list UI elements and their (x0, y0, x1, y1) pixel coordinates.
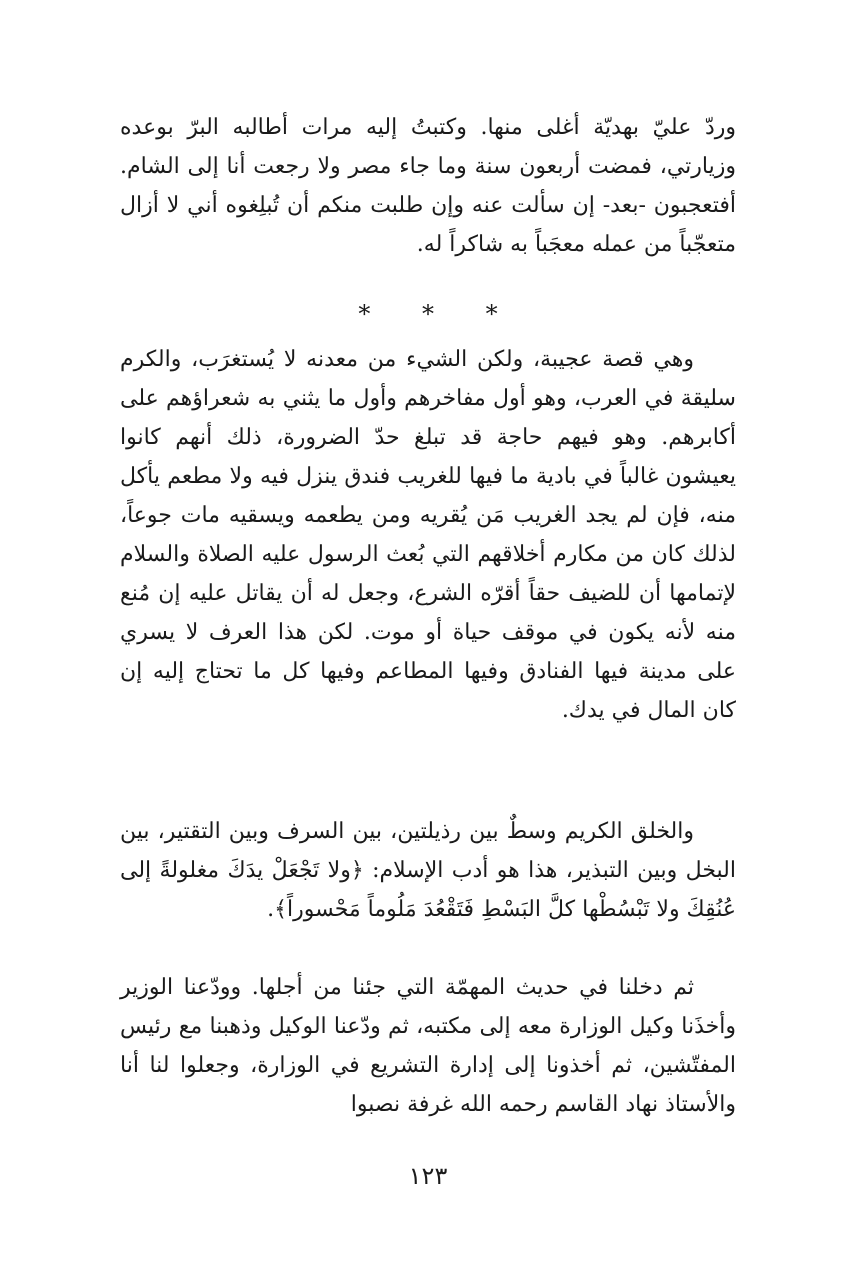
page-number: ١٢٣ (408, 1162, 448, 1190)
text-block-opening (120, 108, 736, 264)
section-separator: * * * (358, 300, 520, 328)
text-block-ministry (120, 968, 736, 1124)
paragraph-ministry-visit: ثم دخلنا في حديث المهمّة التي جئنا من أجلها. وودّعنا الوزير وأخذَنا وكيل الوزارة معه إلى مكتبه، ثم ودّعنا الوكيل وذهبنا مع رئيس المفتّشين، ثم أخذونا إلى إدارة التشريع في الوزارة، وجعلوا لنا أنا والأستاذ نهاد القاسم رحمه الله غرفة نصبوا (120, 975, 736, 1117)
paragraph-letter-to-friend: وردّ عليّ بهديّة أغلى منها. وكتبتُ إليه مرات أطالبه البرّ بوعده وزيارتي، فمضت أربعون سنة وما جاء مصر ولا رجعت أنا إلى الشام. أفتعجبون -بعد- إن سألت عنه وإن طلبت منكم أن تُبلِغوه أني لا أزال متعجّباً من عمله معجَباً به شاكراً له. (120, 115, 736, 257)
paragraph-arab-generosity: وهي قصة عجيبة، ولكن الشيء من معدنه لا يُستغرَب، والكرم سليقة في العرب، وهو أول مفاخرهم وأول ما يثني به شعراؤهم على أكابرهم. وهو فيهم حاجة قد تبلغ حدّ الضرورة، ذلك أنهم كانوا يعيشون غالباً في بادية ما فيها للغريب فندق ينزل فيه ولا مطعم يأكل منه، فإن لم يجد الغريب مَن يُقريه ومن يطعمه ويسقيه مات جوعاً، لذلك كان من مكارم أخلاقهم التي بُعث الرسول عليه الصلاة والسلام لإتمامها أن للضيف حقاً أقرّه الشرع، وجعل له أن يقاتل عليه إن مُنع منه لأنه يكون في موقف حياة أو موت. لكن هذا العرف لا يسري على مدينة فيها الفنادق وفيها المطاعم وفيها كل ما تحتاج إليه إن كان المال في يدك. (120, 347, 736, 723)
paragraph-moderation-verse: والخلق الكريم وسطٌ بين رذيلتين، بين السرف وبين التقتير، بين البخل وبين التبذير، هذا هو أدب الإسلام: ﴿ولا تَجْعَلْ يدَكَ مغلولةً إلى عُنُقِكَ ولا تَبْسُطْها كلَّ البَسْطِ فَتَقْعُدَ مَلُوماً مَحْسوراً﴾. (120, 819, 736, 922)
text-block-generosity (120, 340, 736, 730)
text-block-moderation (120, 812, 736, 929)
